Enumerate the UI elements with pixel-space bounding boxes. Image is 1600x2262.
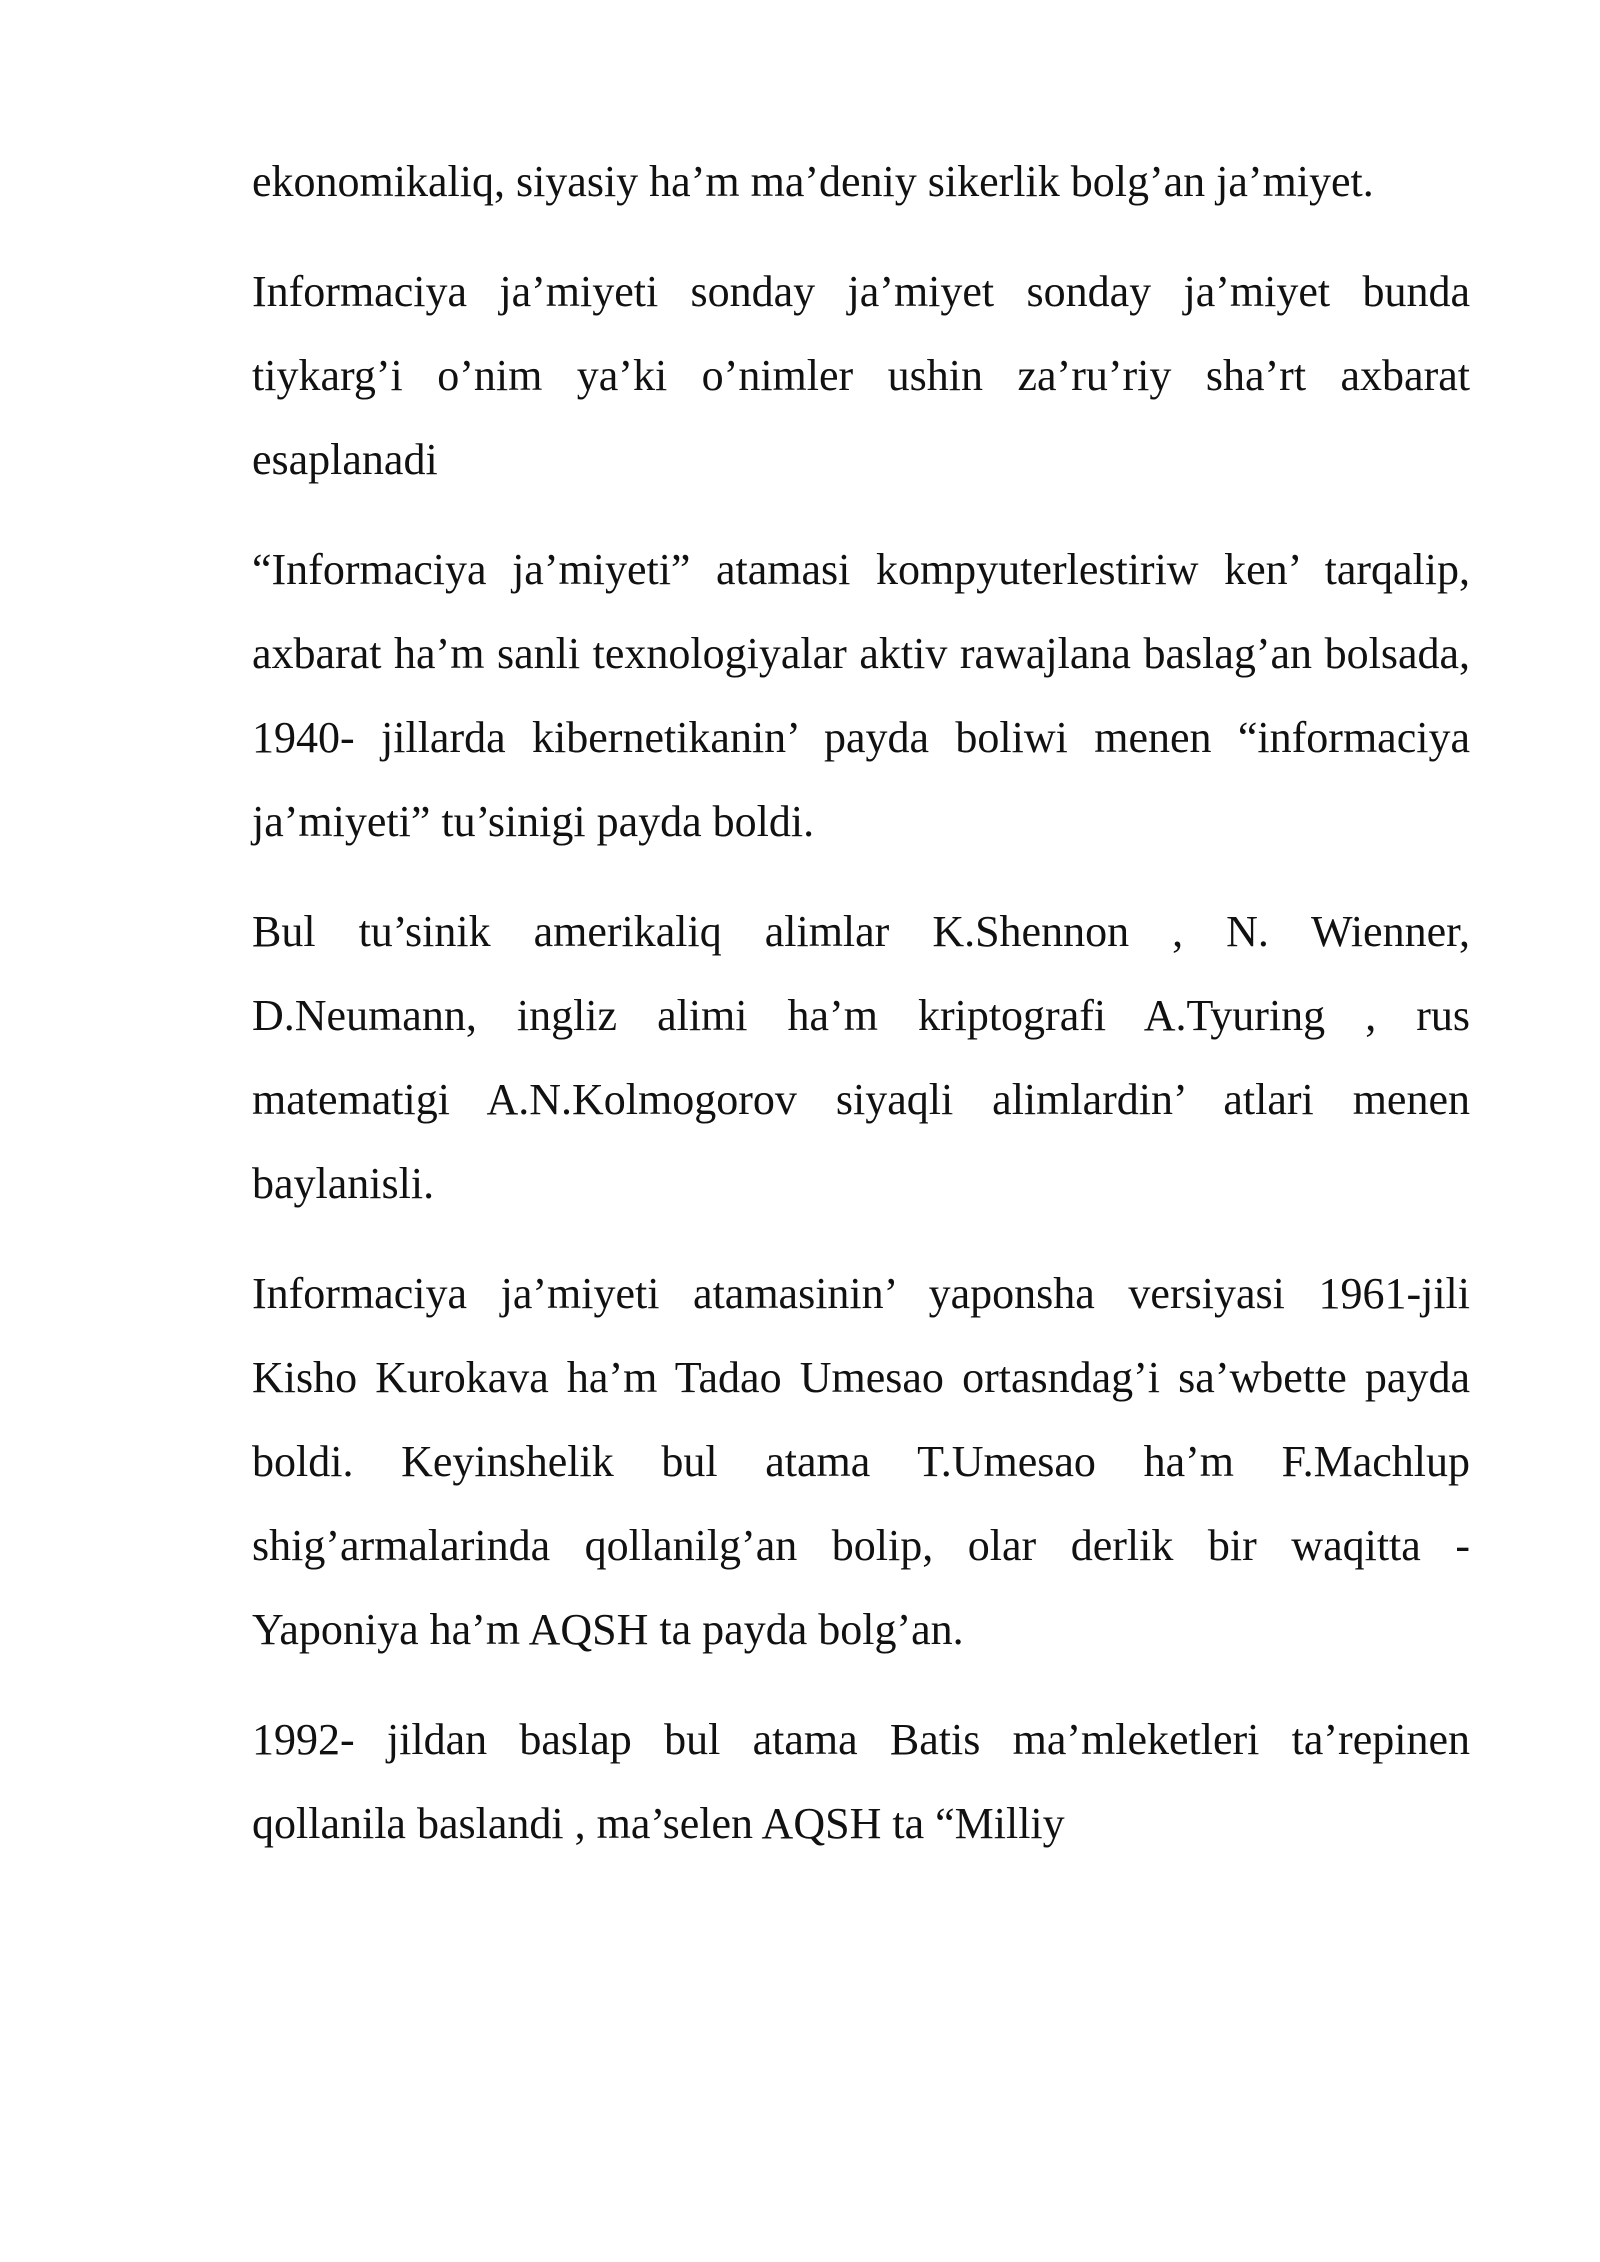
- paragraph-5: Informaciya ja’miyeti atamasinin’ yaponsha versiyasi 1961-jili Kisho Kurokava ha’m Tadao Umesao ortasndag’i sa’wbette payda boldi. Keyinshelik bul atama T.Umesao ha’m F.Machlup shig’armalarinda qollanilg’an bolip, olar derlik bir waqitta - Yaponiya ha’m AQSH ta payda bolg’an.: [252, 1269, 1470, 1654]
- body-text: [252, 140, 1470, 1866]
- paragraph-4: Bul tu’sinik amerikaliq alimlar K.Shennon , N. Wienner, D.Neumann, ingliz alimi ha’m kriptografi A.Tyuring , rus matematigi A.N.Kolmogorov siyaqli alimlardin’ atlari menen baylanisli.: [252, 907, 1470, 1208]
- paragraph-1: ekonomikaliq, siyasiy ha’m ma’deniy sikerlik bolg’an ja’miyet.: [252, 157, 1374, 206]
- paragraph-3: “Informaciya ja’miyeti” atamasi kompyuterlestiriw ken’ tarqalip, axbarat ha’m sanli texnologiyalar aktiv rawajlana baslag’an bolsada, 1940- jillarda kibernetikanin’ payda boliwi menen “informaciya ja’miyeti” tu’sinigi payda boldi.: [252, 545, 1470, 846]
- paragraph-6: 1992- jildan baslap bul atama Batis ma’mleketleri ta’repinen qollanila baslandi , ma’selen AQSH ta “Milliy: [252, 1715, 1470, 1848]
- paragraph-2: Informaciya ja’miyeti sonday ja’miyet sonday ja’miyet bunda tiykarg’i o’nim ya’ki o’nimler ushin za’ru’riy sha’rt axbarat esaplanadi: [252, 267, 1470, 484]
